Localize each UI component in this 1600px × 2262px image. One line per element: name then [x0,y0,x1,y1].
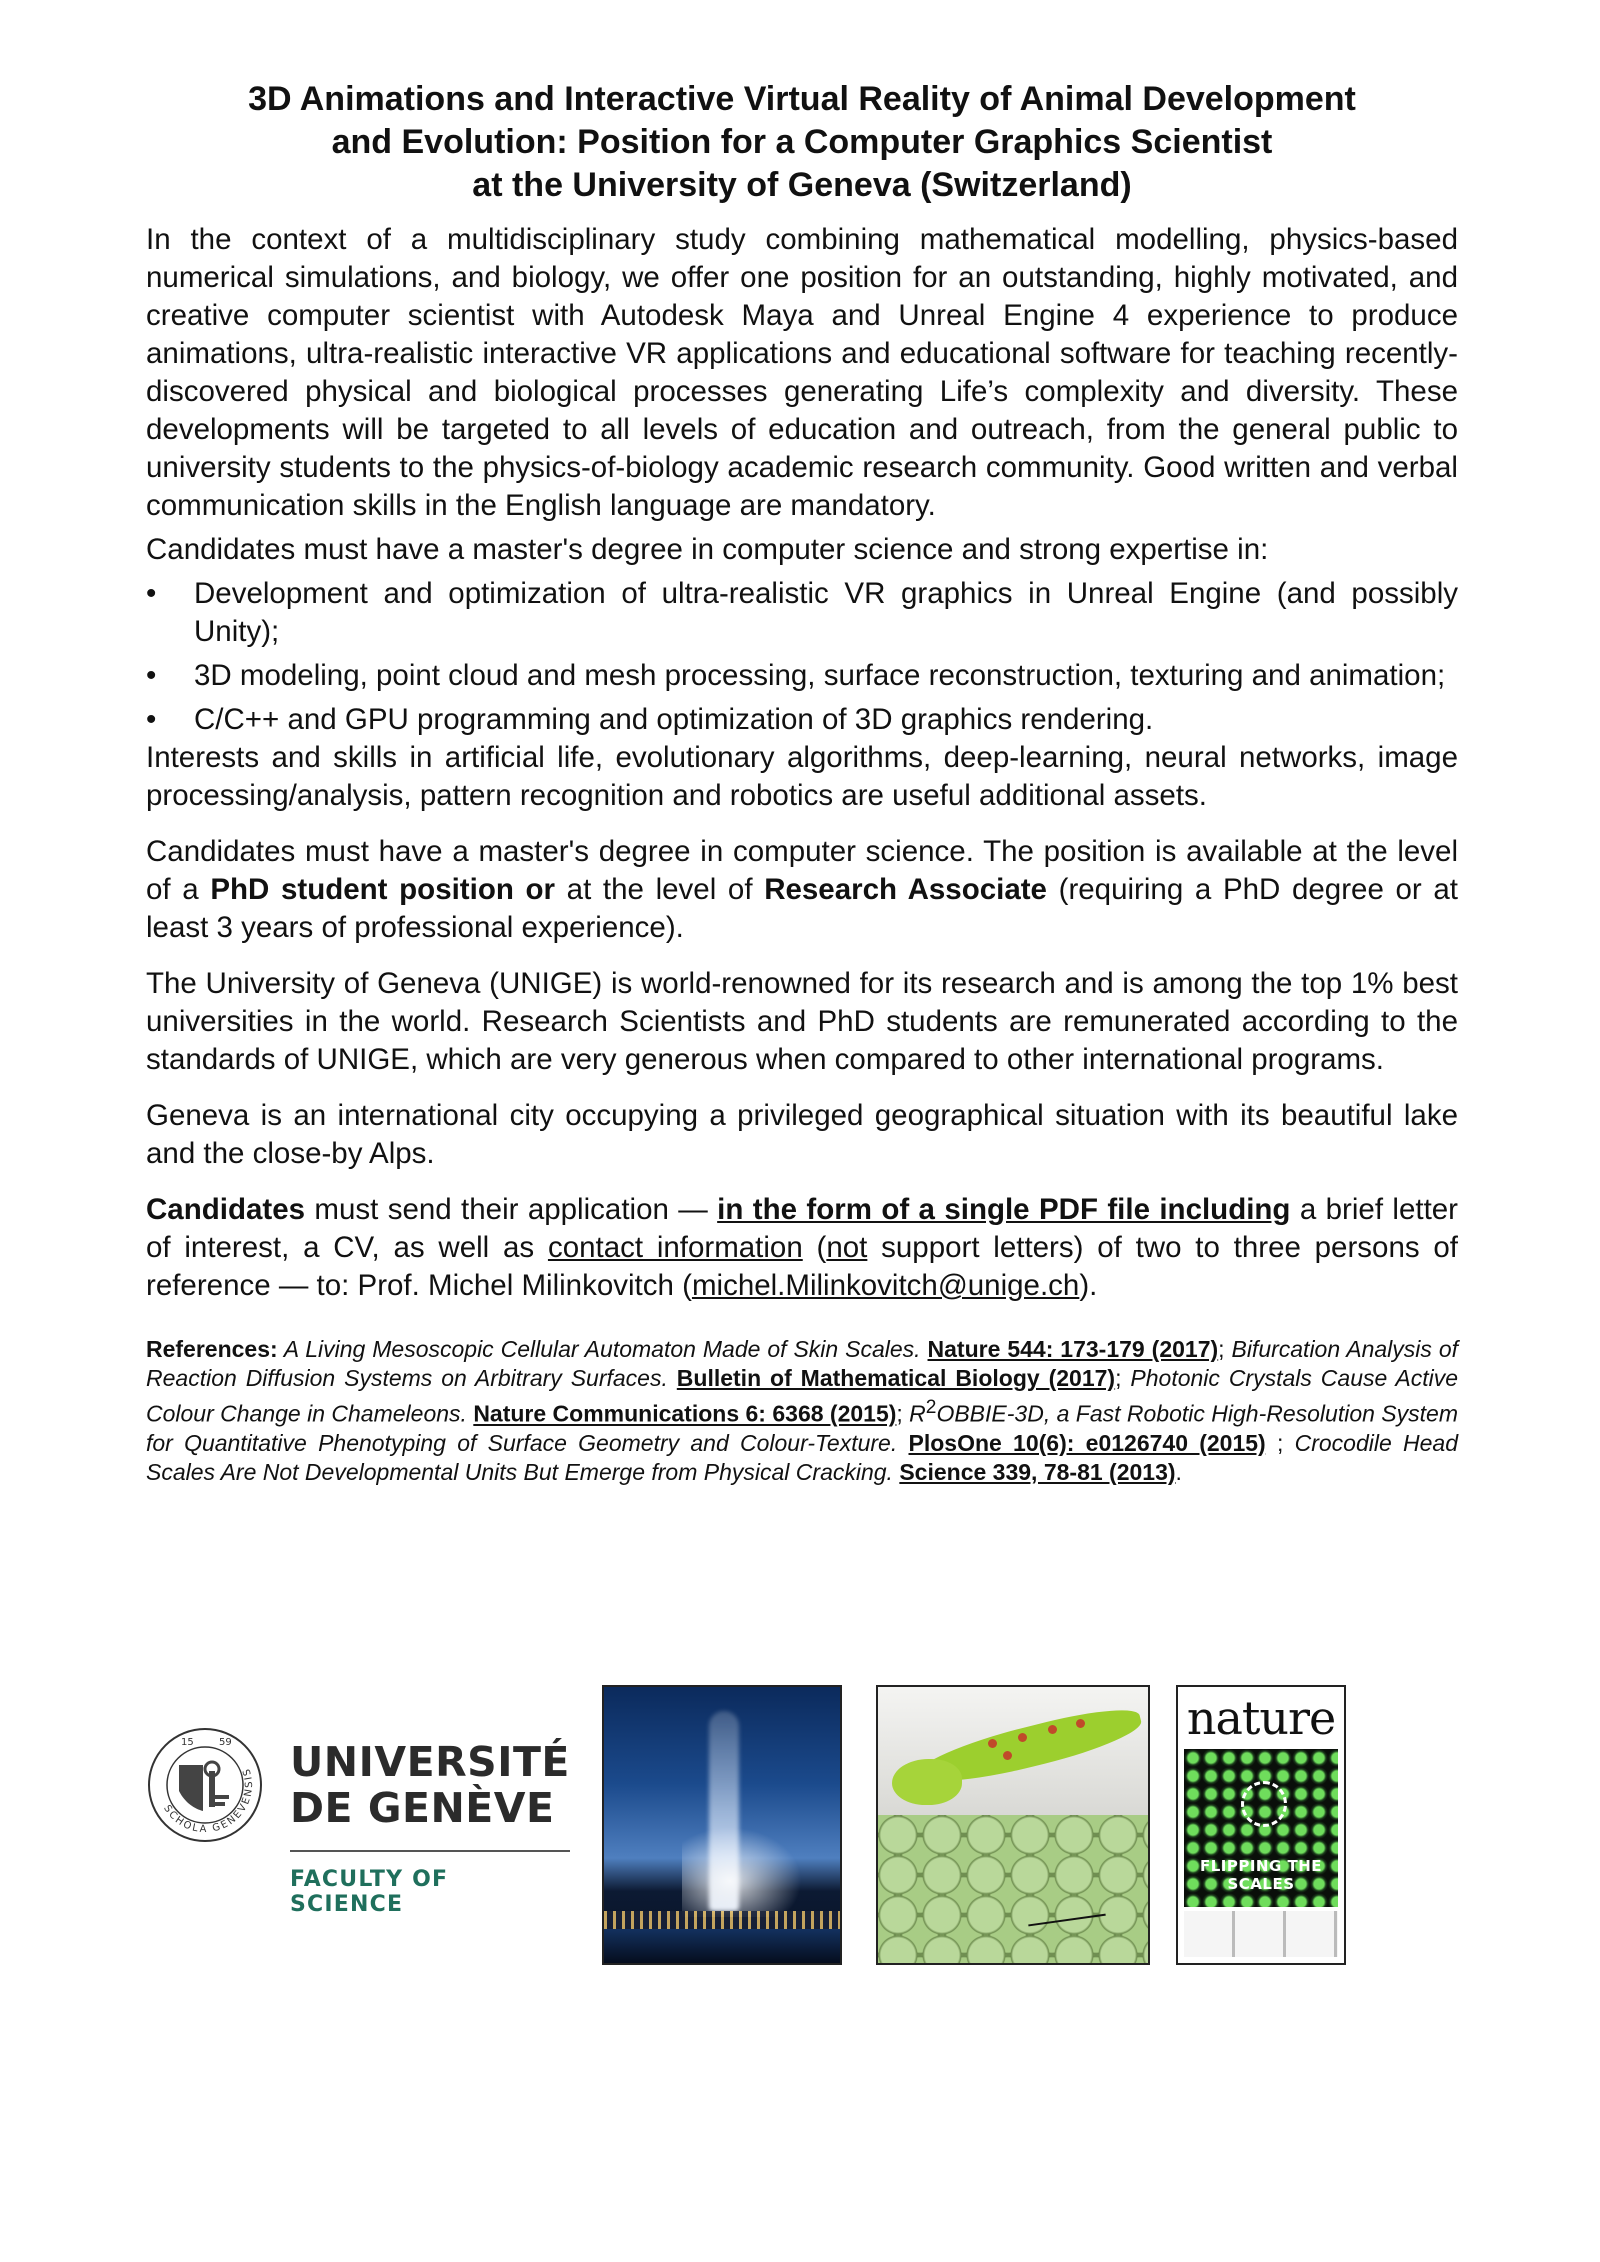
skin-scales [878,1815,1148,1963]
nature-cover [1176,1685,1346,1965]
faculty-label: FACULTY OF SCIENCE [290,1867,449,1917]
logo-divider [290,1850,570,1852]
reference-link[interactable]: Bulletin of Mathematical Biology (2017) [676,1365,1116,1391]
figures-row [140,1685,1460,1965]
geneva-paragraph: Geneva is an international city occupying a privileged geographical situation with its beautiful lake and the close-by Alps. [146,1099,1458,1170]
pdf-requirement: in the form of a single PDF file including [717,1193,1291,1226]
requirements-list [146,575,1458,739]
page-title [146,78,1458,207]
bullet-icon: • [146,659,157,692]
unige-paragraph: The University of Geneva (UNIGE) is world-renowned for its research and is among the top 1% best universities in the world. Research Scientists and PhD students are remunerated according to the standards of UNIGE, which are very generous when compared to other international programs. [146,967,1458,1076]
posting-body [146,221,1458,1305]
job-posting [146,78,1458,1487]
reference-link[interactable]: Science 339, 78-81 (2013) [899,1458,1176,1485]
title-line-1: 3D Animations and Interactive Virtual Reality of Animal Development [248,80,1356,118]
title-line-3: at the University of Geneva (Switzerland) [472,166,1132,204]
bullet-icon: • [146,703,157,736]
requirements-intro: Candidates must have a master's degree in computer science and strong expertise in: [146,533,1269,566]
requirement-item: • C/C++ and GPU programming and optimization of 3D graphics rendering. [146,701,1458,739]
unige-logo [140,1725,570,1925]
intro-paragraph: In the context of a multidisciplinary study combining mathematical modelling, physics-based numerical simulations, and biology, we offer one position for an outstanding, highly motivated, and creative computer scientist with Autodesk Maya and Unreal Engine 4 experience to produce animations, ultra-realistic interactive VR applications and educational software for teaching recently-discovered physical and biological processes generating Life’s complexity and diversity. These developments will be targeted to all levels of education and outreach, from the general public to university students to the physics-of-biology academic research community. Good written and verbal communication skills in the English language are mandatory. [146,223,1458,522]
svg-text:SCHOLA GENEVENSIS: SCHOLA GENEVENSIS [161,1765,256,1836]
email-link[interactable]: michel.Milinkovitch@unige.ch [691,1269,1080,1302]
university-name: UNIVERSITÉ DE GENÈVE [290,1738,570,1832]
svg-text:15: 15 [181,1737,194,1748]
application-paragraph: Candidates must send their application — in the form of a single PDF file including a brief letter of interest, a CV, as well as contact information (not support letters) of two to three persons of reference — to: Prof. Michel Milinkovitch (michel.Milinkovitch@unige.ch). [146,1193,1458,1302]
interests-paragraph: Interests and skills in artificial life, evolutionary algorithms, deep-learning, neural networks, image processing/analysis, pattern recognition and robotics are useful additional assets. [146,741,1458,812]
university-seal-icon [145,1725,265,1845]
reference-link[interactable]: Nature Communications 6: 6368 (2015) [473,1400,897,1427]
gecko-photo [876,1685,1150,1965]
svg-text:59: 59 [219,1737,232,1748]
requirement-item: • 3D modeling, point cloud and mesh processing, surface reconstruction, texturing and animation; [146,657,1458,695]
cover-image [1184,1749,1338,1907]
reference-link[interactable]: PlosOne 10(6): e0126740 (2015) [908,1429,1266,1456]
nature-masthead: nature [1186,1691,1336,1745]
requirement-item: • Development and optimization of ultra-realistic VR graphics in Unreal Engine (and possibly Unity); [146,577,1458,648]
bullet-icon: • [146,577,157,610]
reference-link[interactable]: Nature 544: 173-179 (2017) [927,1336,1219,1362]
geneva-jet-photo [602,1685,842,1965]
position-paragraph: Candidates must have a master's degree in computer science. The position is available at the level of a PhD student position or at the level of Research Associate (requiring a PhD degree or at least 3 years of professional experience). [146,835,1458,944]
references: References: A Living Mesoscopic Cellular Automaton Made of Skin Scales. Nature 544: 173-179 (2017); Bifurcation Analysis of Reaction Diffusion Systems on Arbitrary Surfaces. Bulletin of Mathematical Biology (2017); Photonic Crystals Cause Active Colour Change in Chameleons. Nature Communications 6: 6368 (2015); $R^2OBBIE-3D$, a Fast Robotic High-Resolution System for Quantitative Phenotyping of Surface Geometry and Colour-Texture. PlosOne 10(6): e0126740 (2015) ; Crocodile Head Scales Are Not Developmental Units But Emerge from Physical Cracking. Science 339, 78-81 (2013). [146,1336,1458,1485]
title-line-2: and Evolution: Position for a Computer Graphics Scientist [331,123,1273,161]
cover-headline: FLIPPING THE SCALES [1199,1857,1323,1893]
